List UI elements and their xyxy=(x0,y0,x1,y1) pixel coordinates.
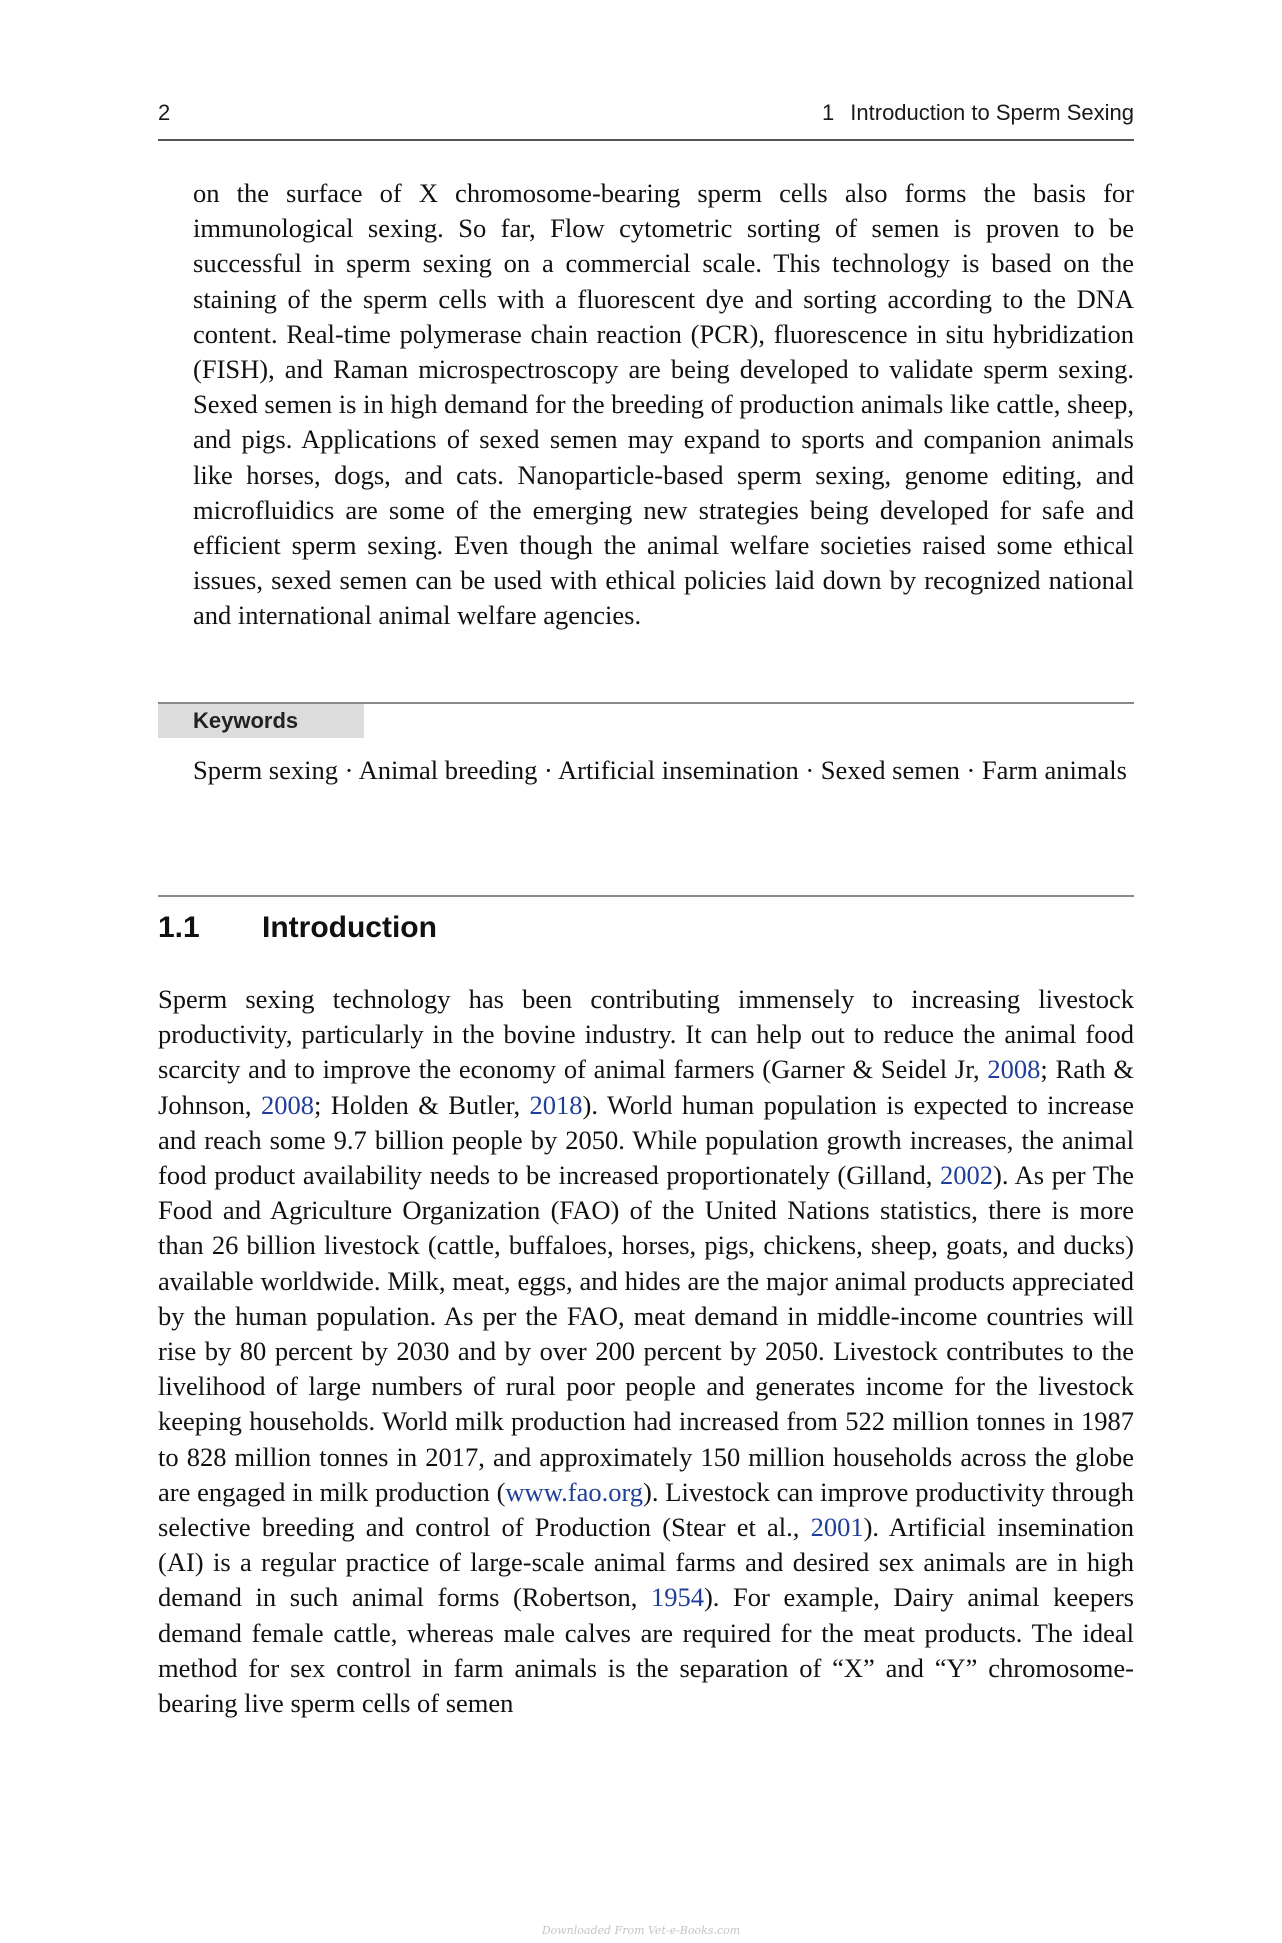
body-text-run: ; Holden & Butler, xyxy=(313,1089,530,1120)
citation-link[interactable]: 2008 xyxy=(260,1089,314,1120)
section-heading xyxy=(158,908,437,948)
chapter-number: 1 xyxy=(822,100,835,125)
download-watermark: Downloaded From Vet-e-Books.com xyxy=(541,1924,741,1937)
citation-link[interactable]: 2002 xyxy=(940,1160,994,1191)
keywords-label: Keywords xyxy=(158,704,364,738)
citation-link[interactable]: 2008 xyxy=(987,1054,1041,1085)
running-head xyxy=(158,100,1134,126)
body-text-run: ). World human population is expected to increase and reach some 9.7 billion people by 2050. While population growth increases, the animal food product availability needs to be increased proportionately (Gilland, xyxy=(158,1089,1134,1191)
body-text-run: ). As per The Food and Agriculture Organization (FAO) of the United Nations statistics, there is more than 26 billion livestock (cattle, buffaloes, horses, pigs, chickens, sheep, goats, and ducks) available worldwide. Milk, meat, eggs, and hides are the major animal products appreciated by the human population. As per the FAO, meat demand in middle-income countries will rise by 80 percent by 2030 and by over 200 percent by 2050. Livestock contributes to the livelihood of large numbers of rural poor people and generates income for the livestock keeping households. World milk production had increased from 522 million tonnes in 1987 to 828 million tonnes in 2017, and approximately 150 million households across the globe are engaged in milk production ( xyxy=(158,1160,1134,1507)
citation-link[interactable]: 2018 xyxy=(529,1089,583,1120)
body-text-run: Sperm sexing technology has been contributing immensely to increasing livestock productivity, particularly in the bovine industry. It can help out to reduce the animal food scarcity and to improve the economy of animal farmers (Garner & Seidel Jr, xyxy=(158,984,1134,1085)
page-number: 2 xyxy=(158,100,171,125)
keywords-list: Sperm sexing · Animal breeding · Artificial insemination · Sexed semen · Farm animals xyxy=(193,755,1127,785)
introduction-paragraph xyxy=(158,982,1134,1721)
section-divider xyxy=(158,895,1134,897)
chapter-heading xyxy=(822,100,1134,126)
body-text-run: ). Artificial insemination (AI) is a regular practice of large-scale animal farms and desired sex animals are in high demand in such animal forms (Robertson, xyxy=(158,1512,1134,1613)
header-divider xyxy=(158,139,1134,141)
abstract-paragraph: on the surface of X chromosome-bearing sperm cells also forms the basis for immunological sexing. So far, Flow cytometric sorting of semen is proven to be successful in sperm sexing on a commercial scale. This technology is based on the staining of the sperm cells with a fluorescent dye and sorting according to the DNA content. Real-time polymerase chain reaction (PCR), fluorescence in situ hybridization (FISH), and Raman microspectroscopy are being developed to validate sperm sexing. Sexed semen is in high demand for the breeding of production animals like cattle, sheep, and pigs. Applications of sexed semen may expand to sports and companion animals like horses, dogs, and cats. Nanoparticle-based sperm sexing, genome editing, and microfluidics are some of the emerging new strategies being developed for safe and efficient sperm sexing. Even though the animal welfare societies raised some ethical issues, sexed semen can be used with ethical policies laid down by recognized national and international animal welfare agencies. xyxy=(193,178,1134,631)
chapter-title: Introduction to Sperm Sexing xyxy=(850,100,1134,125)
section-title: Introduction xyxy=(262,911,437,944)
citation-link[interactable]: 1954 xyxy=(650,1582,704,1613)
body-text-run: ; Rath & Johnson, xyxy=(158,1054,1134,1120)
section-number: 1.1 xyxy=(158,911,200,944)
fao-website-link[interactable]: www.fao.org xyxy=(505,1476,644,1507)
body-text-run: ). Livestock can improve productivity through selective breeding and control of Production (Stear et al., xyxy=(158,1476,1134,1543)
citation-link[interactable]: 2001 xyxy=(810,1512,864,1543)
body-text-run: ). For example, Dairy animal keepers demand female cattle, whereas male calves are required for the meat products. The ideal method for sex control in farm animals is the separation of “X” and “Y” chromosome-bearing live sperm cells of semen xyxy=(158,1582,1134,1719)
